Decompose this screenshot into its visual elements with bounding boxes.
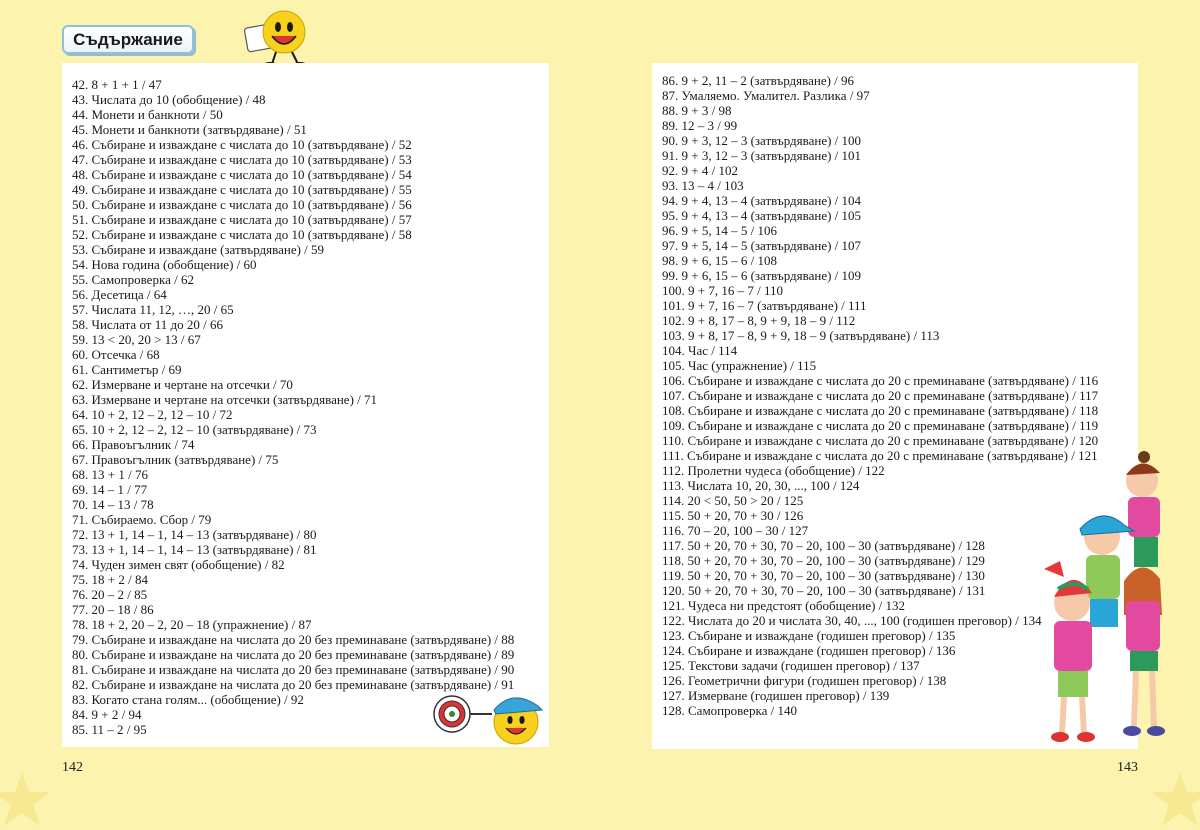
- children-illustration-icon: [1038, 445, 1184, 747]
- star-decoration-icon: [1150, 770, 1200, 830]
- toc-item: 93. 13 – 4 / 103: [662, 178, 744, 193]
- toc-item: 54. Нова година (обобщение) / 60: [72, 257, 257, 272]
- toc-item: 43. Числата до 10 (обобщение) / 48: [72, 92, 266, 107]
- toc-item: 67. Правоъгълник (затвърдяване) / 75: [72, 452, 279, 467]
- toc-item: 95. 9 + 4, 13 – 4 (затвърдяване) / 105: [662, 208, 862, 223]
- toc-item: 79. Събиране и изваждане на числата до 20 без преминаване (затвърдяване) / 88: [72, 632, 515, 647]
- toc-item: 98. 9 + 6, 15 – 6 / 108: [662, 253, 777, 268]
- toc-item: 58. Числата от 11 до 20 / 66: [72, 317, 223, 332]
- star-decoration-icon: [0, 770, 52, 830]
- toc-item: 99. 9 + 6, 15 – 6 (затвърдяване) / 109: [662, 268, 862, 283]
- toc-item: 65. 10 + 2, 12 – 2, 12 – 10 (затвърдяване) / 73: [72, 422, 317, 437]
- toc-item: 89. 12 – 3 / 99: [662, 118, 738, 133]
- toc-item: 121. Чудеса ни предстоят (обобщение) / 132: [662, 598, 906, 613]
- toc-item: 103. 9 + 8, 17 – 8, 9 + 9, 18 – 9 (затвърдяване) / 113: [662, 328, 940, 343]
- toc-item: 73. 13 + 1, 14 – 1, 14 – 13 (затвърдяване) / 81: [72, 542, 317, 557]
- toc-item: 85. 11 – 2 / 95: [72, 722, 147, 737]
- toc-item: 63. Измерване и чертане на отсечки (затвърдяване) / 71: [72, 392, 378, 407]
- toc-item: 109. Събиране и изваждане с числата до 20 с преминаване (затвърдяване) / 119: [662, 418, 1099, 433]
- toc-item: 106. Събиране и изваждане с числата до 20 с преминаване (затвърдяване) / 116: [662, 373, 1099, 388]
- toc-item: 128. Самопроверка / 140: [662, 703, 797, 718]
- toc-item: 87. Умаляемо. Умалител. Разлика / 97: [662, 88, 870, 103]
- toc-item: 116. 70 – 20, 100 – 30 / 127: [662, 523, 809, 538]
- toc-item: 124. Събиране и изваждане (годишен преговор) / 136: [662, 643, 956, 658]
- toc-item: 100. 9 + 7, 16 – 7 / 110: [662, 283, 783, 298]
- toc-item: 70. 14 – 13 / 78: [72, 497, 154, 512]
- toc-item: 71. Събираемо. Сбор / 79: [72, 512, 212, 527]
- toc-item: 110. Събиране и изваждане с числата до 20 с преминаване (затвърдяване) / 120: [662, 433, 1099, 448]
- smiley-dartboard-mascot-icon: [430, 686, 552, 748]
- toc-item: 123. Събиране и изваждане (годишен преговор) / 135: [662, 628, 956, 643]
- toc-item: 83. Когато стана голям... (обобщение) / 92: [72, 692, 304, 707]
- toc-item: 68. 13 + 1 / 76: [72, 467, 148, 482]
- toc-item: 86. 9 + 2, 11 – 2 (затвърдяване) / 96: [662, 73, 855, 88]
- toc-item: 46. Събиране и изваждане с числата до 10 (затвърдяване) / 52: [72, 137, 412, 152]
- toc-item: 84. 9 + 2 / 94: [72, 707, 142, 722]
- toc-item: 66. Правоъгълник / 74: [72, 437, 195, 452]
- toc-item: 122. Числата до 20 и числата 30, 40, ..., 100 (годишен преговор) / 134: [662, 613, 1042, 628]
- toc-item: 125. Текстови задачи (годишен преговор) / 137: [662, 658, 920, 673]
- toc-item: 55. Самопроверка / 62: [72, 272, 194, 287]
- toc-item: 72. 13 + 1, 14 – 1, 14 – 13 (затвърдяване) / 80: [72, 527, 317, 542]
- toc-item: 44. Монети и банкноти / 50: [72, 107, 223, 122]
- toc-item: 80. Събиране и изваждане на числата до 20 без преминаване (затвърдяване) / 89: [72, 647, 515, 662]
- toc-item: 104. Час / 114: [662, 343, 738, 358]
- toc-item: 82. Събиране и изваждане на числата до 20 без преминаване (затвърдяване) / 91: [72, 677, 515, 692]
- toc-item: 45. Монети и банкноти (затвърдяване) / 51: [72, 122, 307, 137]
- toc-item: 119. 50 + 20, 70 + 30, 70 – 20, 100 – 30 (затвърдяване) / 130: [662, 568, 985, 583]
- page-number-right: 143: [1117, 760, 1138, 775]
- toc-item: 56. Десетица / 64: [72, 287, 167, 302]
- toc-item: 53. Събиране и изваждане (затвърдяване) / 59: [72, 242, 325, 257]
- toc-item: 108. Събиране и изваждане с числата до 20 с преминаване (затвърдяване) / 118: [662, 403, 1099, 418]
- toc-item: 78. 18 + 2, 20 – 2, 20 – 18 (упражнение) / 87: [72, 617, 312, 632]
- toc-item: 94. 9 + 4, 13 – 4 (затвърдяване) / 104: [662, 193, 862, 208]
- toc-item: 118. 50 + 20, 70 + 30, 70 – 20, 100 – 30 (затвърдяване) / 129: [662, 553, 985, 568]
- toc-item: 47. Събиране и изваждане с числата до 10 (затвърдяване) / 53: [72, 152, 412, 167]
- toc-item: 90. 9 + 3, 12 – 3 (затвърдяване) / 100: [662, 133, 862, 148]
- toc-item: 97. 9 + 5, 14 – 5 (затвърдяване) / 107: [662, 238, 862, 253]
- toc-item: 96. 9 + 5, 14 – 5 / 106: [662, 223, 777, 238]
- toc-item: 76. 20 – 2 / 85: [72, 587, 148, 602]
- toc-item: 107. Събиране и изваждане с числата до 20 с преминаване (затвърдяване) / 117: [662, 388, 1099, 403]
- toc-list-right: [662, 73, 1098, 718]
- toc-item: 101. 9 + 7, 16 – 7 (затвърдяване) / 111: [662, 298, 867, 313]
- toc-item: 113. Числата 10, 20, 30, ..., 100 / 124: [662, 478, 860, 493]
- toc-item: 92. 9 + 4 / 102: [662, 163, 738, 178]
- toc-item: 91. 9 + 3, 12 – 3 (затвърдяване) / 101: [662, 148, 862, 163]
- toc-item: 111. Събиране и изваждане с числата до 20 с преминаване (затвърдяване) / 121: [662, 448, 1098, 463]
- toc-item: 81. Събиране и изваждане на числата до 20 без преминаване (затвърдяване) / 90: [72, 662, 515, 677]
- toc-item: 62. Измерване и чертане на отсечки / 70: [72, 377, 293, 392]
- toc-item: 105. Час (упражнение) / 115: [662, 358, 817, 373]
- toc-item: 64. 10 + 2, 12 – 2, 12 – 10 / 72: [72, 407, 233, 422]
- toc-list-left: [72, 77, 514, 737]
- toc-item: 112. Пролетни чудеса (обобщение) / 122: [662, 463, 885, 478]
- toc-item: 59. 13 < 20, 20 > 13 / 67: [72, 332, 201, 347]
- toc-item: 117. 50 + 20, 70 + 30, 70 – 20, 100 – 30 (затвърдяване) / 128: [662, 538, 985, 553]
- toc-item: 48. Събиране и изваждане с числата до 10 (затвърдяване) / 54: [72, 167, 412, 182]
- toc-item: 115. 50 + 20, 70 + 30 / 126: [662, 508, 804, 523]
- toc-item: 120. 50 + 20, 70 + 30, 70 – 20, 100 – 30 (затвърдяване) / 131: [662, 583, 986, 598]
- toc-item: 50. Събиране и изваждане с числата до 10 (затвърдяване) / 56: [72, 197, 412, 212]
- toc-item: 88. 9 + 3 / 98: [662, 103, 732, 118]
- toc-item: 57. Числата 11, 12, …, 20 / 65: [72, 302, 234, 317]
- toc-item: 61. Сантиметър / 69: [72, 362, 182, 377]
- toc-item: 77. 20 – 18 / 86: [72, 602, 154, 617]
- toc-item: 42. 8 + 1 + 1 / 47: [72, 77, 162, 92]
- smiley-mascot-icon: [244, 8, 314, 66]
- page-title: Съдържание: [62, 25, 194, 54]
- toc-item: 114. 20 < 50, 50 > 20 / 125: [662, 493, 804, 508]
- toc-item: 69. 14 – 1 / 77: [72, 482, 148, 497]
- page-number-left: 142: [62, 760, 83, 775]
- toc-item: 126. Геометрични фигури (годишен преговор) / 138: [662, 673, 947, 688]
- toc-item: 127. Измерване (годишен преговор) / 139: [662, 688, 890, 703]
- toc-item: 75. 18 + 2 / 84: [72, 572, 148, 587]
- toc-item: 102. 9 + 8, 17 – 8, 9 + 9, 18 – 9 / 112: [662, 313, 856, 328]
- toc-item: 49. Събиране и изваждане с числата до 10 (затвърдяване) / 55: [72, 182, 412, 197]
- toc-item: 74. Чуден зимен свят (обобщение) / 82: [72, 557, 285, 572]
- toc-item: 60. Отсечка / 68: [72, 347, 160, 362]
- toc-item: 51. Събиране и изваждане с числата до 10 (затвърдяване) / 57: [72, 212, 412, 227]
- toc-item: 52. Събиране и изваждане с числата до 10 (затвърдяване) / 58: [72, 227, 412, 242]
